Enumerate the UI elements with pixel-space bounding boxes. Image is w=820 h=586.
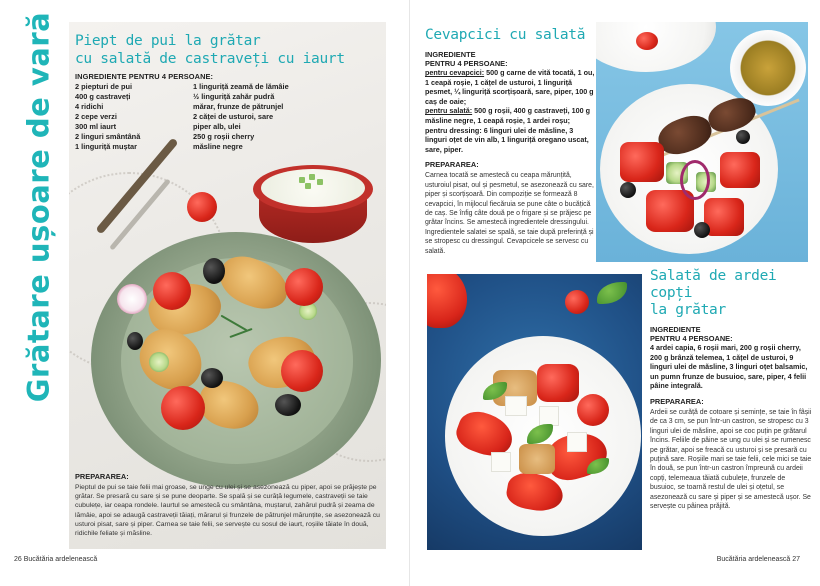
yogurt-bowl-image xyxy=(253,147,373,247)
cheese-cube-image xyxy=(567,432,587,452)
recipe-cevapcici xyxy=(425,26,597,256)
tomato-image xyxy=(620,142,664,182)
preparation-text: Ardeii se curăță de cotoare și semințe, se taie în fâșii de ca 3 cm, se pun într-un castron, se stropesc cu 3 linguri ulei de măsline, apoi se coc puțin pe grătarul încins. Feliile de pâine se ung cu ulei și se rumenesc pe grătar, apoi se freacă cu usturoi și se presară cu puțină sare. Roșiile mari se taie felii, cele mici se taie în două, se pun într-un castron împreună cu ardeii copți, telemeaua tăiată cubulețe, frunzele de busuioc, se toarnă restul de ulei și oțetul, se asezonează cu sare și piper și se amestecă ușor. Se servește cu pâinea prăjită. xyxy=(650,408,812,511)
olive-image xyxy=(275,394,301,416)
olive-image xyxy=(736,130,750,144)
tomato-image xyxy=(285,268,323,306)
page-number-right: Bucătăria ardelenească 27 xyxy=(716,556,800,563)
tomato-image xyxy=(187,192,217,222)
ingredient-item: 2 linguri smântână xyxy=(75,132,141,141)
preparation-heading: PREPARAREA: xyxy=(75,472,129,481)
olive-image xyxy=(201,368,223,388)
ingredient-item: 2 piepturi de pui xyxy=(75,82,133,91)
recipe-title-line2: la grătar xyxy=(650,302,726,318)
ingredient-group-text: 500 g carne de vită tocată, 1 ou, 1 ceapă roșie, 1 cățel de usturoi, 1 linguriță pesmet, ¼ linguriță scorțișoară, sare, piper, 100 g caș de oaie; xyxy=(425,68,595,106)
photo-roasted-pepper-salad xyxy=(427,274,642,550)
ingredients-list xyxy=(75,82,375,152)
ingredients-heading-line2: PENTRU 4 PERSOANE: xyxy=(650,334,733,343)
ingredient-item: 250 g roșii cherry xyxy=(193,132,255,141)
ingredient-group-label: pentru cevapcici: xyxy=(425,68,485,77)
cherry-tomato-image xyxy=(565,290,589,314)
recipe-title xyxy=(75,32,375,68)
ingredient-item: 400 g castraveți xyxy=(75,92,131,101)
ingredient-group-label: pentru salată: xyxy=(425,106,473,116)
ingredient-item: 4 ridichi xyxy=(75,102,104,111)
recipe-chicken xyxy=(75,32,375,152)
ingredients-heading-line1: INGREDIENTE xyxy=(425,50,476,59)
ingredient-item: mărar, frunze de pătrunjel xyxy=(193,102,284,111)
ingredient-group-text: 500 g roșii, 400 g castraveți, 100 g măsline negre, 1 ceapă roșie, 1 ardei roșu; xyxy=(425,106,591,125)
cheese-cube-image xyxy=(539,406,559,426)
ingredients-column-1 xyxy=(75,82,183,152)
plate-image xyxy=(596,22,716,72)
preparation-text: Carnea tocată se amestecă cu ceapa mărunțită, usturoiul pisat, oul și pesmetul, se asezonează cu sare, piper și scorțișoară. Din compoziție se formează 8 cevapcici, în mijlocul fiecăruia se pune câte o bucățică de caș. Se înfig câte două pe o frigare și se prăjesc pe grătar încins. Se amestecă ingredientele dressingului. Ingredientele salatei se spală, se taie după preferință și se stropesc cu dressingul. Cevapcicele se servesc cu salată. xyxy=(425,172,594,255)
cucumber-image xyxy=(149,352,169,372)
bread-image xyxy=(519,444,555,474)
ingredients-heading-line1: INGREDIENTE xyxy=(650,325,701,334)
ingredient-item: piper alb, ulei xyxy=(193,122,241,131)
photo-cevapcici xyxy=(596,22,808,262)
ingredient-group-label: pentru dressing: xyxy=(425,125,482,135)
ingredients-heading-line2: PENTRU 4 PERSOANE: xyxy=(425,59,508,68)
olive-image xyxy=(127,332,143,350)
ingredient-item: ½ linguriță zahăr pudră xyxy=(193,92,275,101)
ingredient-item: 300 ml iaurt xyxy=(75,122,117,131)
recipe-roasted-pepper-salad xyxy=(650,268,812,511)
tomato-image xyxy=(720,152,760,188)
recipe-title xyxy=(650,268,812,319)
recipe-title-line1: Salată de ardei copți xyxy=(650,268,777,301)
ingredient-item: 2 cepe verzi xyxy=(75,112,117,121)
preparation-chicken xyxy=(75,472,381,538)
tomato-image xyxy=(161,386,205,430)
ingredient-item: 1 linguriță muștar xyxy=(75,142,138,151)
red-onion-image xyxy=(680,160,710,200)
preparation-heading: PREPARAREA: xyxy=(650,396,704,406)
ingredients-text xyxy=(425,68,597,154)
tomato-image xyxy=(577,394,609,426)
ingredients-column-2 xyxy=(193,82,313,152)
ingredients-heading xyxy=(650,325,812,343)
preparation-heading: PREPARAREA: xyxy=(425,160,479,170)
tomato-image xyxy=(153,272,191,310)
ingredients-heading xyxy=(425,50,597,68)
olive-image xyxy=(203,258,225,284)
cheese-cube-image xyxy=(505,396,527,416)
cheese-cube-image xyxy=(491,452,511,472)
tomato-image xyxy=(281,350,323,392)
radish-image xyxy=(117,284,147,314)
section-title: Grătare ușoare de vară xyxy=(21,11,56,403)
preparation-text: Pieptul de pui se taie felii mai groase, se unge cu ulei și se asezonează cu piper, apoi se prăjește pe grătar. Se presară cu sare și se pune deoparte. Se spală și se curăță legumele, castraveții se taie cubulețe, iar ceapa rondele. Iaurtul se amestecă cu smântâna, muștarul, zahărul pudră și zeama de lămâie, apoi se adaugă castraveții tăiați, mărarul și frunzele de pătrunjel mărunțite, se asezonează cu usturoi pisat, sare și piper. Carnea se taie felii, se servește cu sosul de iaurt, roșiile tăiate în două, ridichile feliate și măsline. xyxy=(75,484,380,538)
dressing-bowl-image xyxy=(730,30,806,106)
recipe-title-line1: Piept de pui la grătar xyxy=(75,33,261,49)
page-number-left: 26 Bucătăria ardelenească xyxy=(14,556,98,563)
ingredients-heading: INGREDIENTE PENTRU 4 PERSOANE: xyxy=(75,72,214,81)
tomato-image xyxy=(636,32,658,50)
tomato-image xyxy=(537,364,579,402)
ingredients-text: 4 ardei capia, 6 roșii mari, 200 g roșii cherry, 200 g brânză telemea, 1 cățel de usturoi, 9 linguri ulei de măsline, 3 linguri oțet balsamic, un pumn frunze de busuioc, sare, piper, 4 felii pâine integrală. xyxy=(650,343,808,391)
ingredient-item: măsline negre xyxy=(193,142,243,151)
basil-leaf-image xyxy=(597,282,627,304)
ingredient-item: 1 linguriță zeamă de lămâie xyxy=(193,82,289,91)
olive-image xyxy=(694,222,710,238)
ingredient-group-text: 6 linguri ulei de măsline, 3 linguri oțet de vin alb, 1 linguriță oregano uscat, sare, piper. xyxy=(425,125,589,154)
pepper-image xyxy=(427,274,467,328)
ingredient-item: 2 căței de usturoi, sare xyxy=(193,112,274,121)
recipe-title: Cevapcici cu salată xyxy=(425,27,586,43)
recipe-title-line2: cu salată de castraveți cu iaurt xyxy=(75,51,345,67)
olive-image xyxy=(620,182,636,198)
section-title-vertical xyxy=(14,11,62,403)
tomato-image xyxy=(704,198,744,236)
